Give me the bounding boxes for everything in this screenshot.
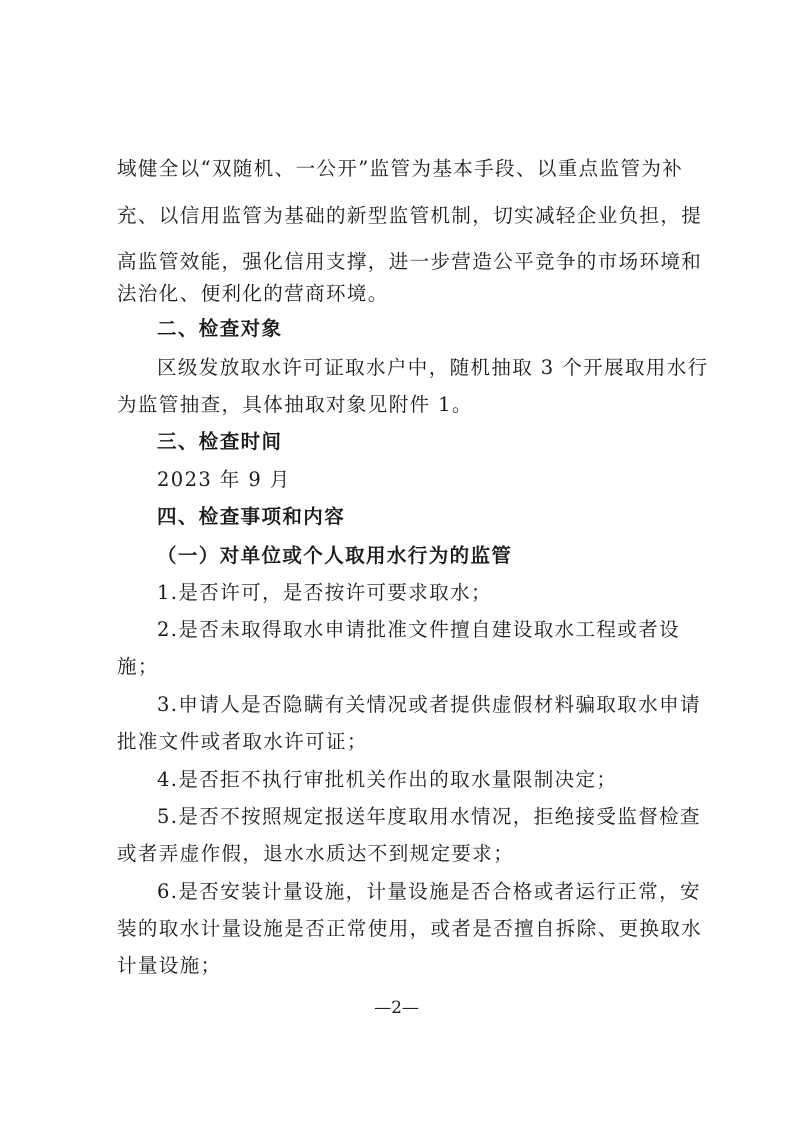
body-line: 高监管效能，强化信用支撑，进一步营造公平竞争的市场环境和 xyxy=(117,250,703,273)
list-item-6-cont: 装的取水计量设施是否正常使用，或者是否擅自拆除、更换取水 xyxy=(117,917,703,940)
date-line: 2023 年 9 月 xyxy=(157,468,291,491)
list-item-3-cont: 批准文件或者取水许可证； xyxy=(117,730,368,753)
list-item-5-cont: 或者弄虚作假，退水水质达不到规定要求； xyxy=(117,842,515,865)
list-item-4: 4.是否拒不执行审批机关作出的取水量限制决定； xyxy=(157,768,618,791)
body-line: 域健全以“双随机、一公开”监管为基本手段、以重点监管为补 xyxy=(117,157,684,180)
body-line: 充、以信用监管为基础的新型监管机制，切实减轻企业负担，提 xyxy=(117,204,703,227)
list-item-2: 2.是否未取得取水申请批准文件擅自建设取水工程或者设 xyxy=(157,618,681,641)
body-line: 为监管抽查，具体抽取对象见附件 1。 xyxy=(117,393,473,416)
list-item-6: 6.是否安装计量设施，计量设施是否合格或者运行正常，安 xyxy=(157,880,701,903)
list-item-6-cont2: 计量设施； xyxy=(117,954,222,977)
section-heading-4: 四、检查事项和内容 xyxy=(157,505,346,528)
list-item-2-cont: 施； xyxy=(117,655,159,678)
section-heading-3: 三、检查时间 xyxy=(157,430,283,453)
list-item-1: 1.是否许可，是否按许可要求取水； xyxy=(157,581,492,604)
body-line: 区级发放取水许可证取水户中，随机抽取 3 个开展取用水行 xyxy=(157,356,709,379)
subsection-heading-1: （一）对单位或个人取用水行为的监管 xyxy=(157,544,513,567)
list-item-3: 3.申请人是否隐瞒有关情况或者提供虚假材料骗取取水申请 xyxy=(157,693,701,716)
list-item-5: 5.是否不按照规定报送年度取用水情况，拒绝接受监督检查 xyxy=(157,805,701,828)
page-number: —2— xyxy=(374,998,419,1018)
section-heading-2: 二、检查对象 xyxy=(157,317,283,340)
body-line: 法治化、便利化的营商环境。 xyxy=(117,282,389,305)
